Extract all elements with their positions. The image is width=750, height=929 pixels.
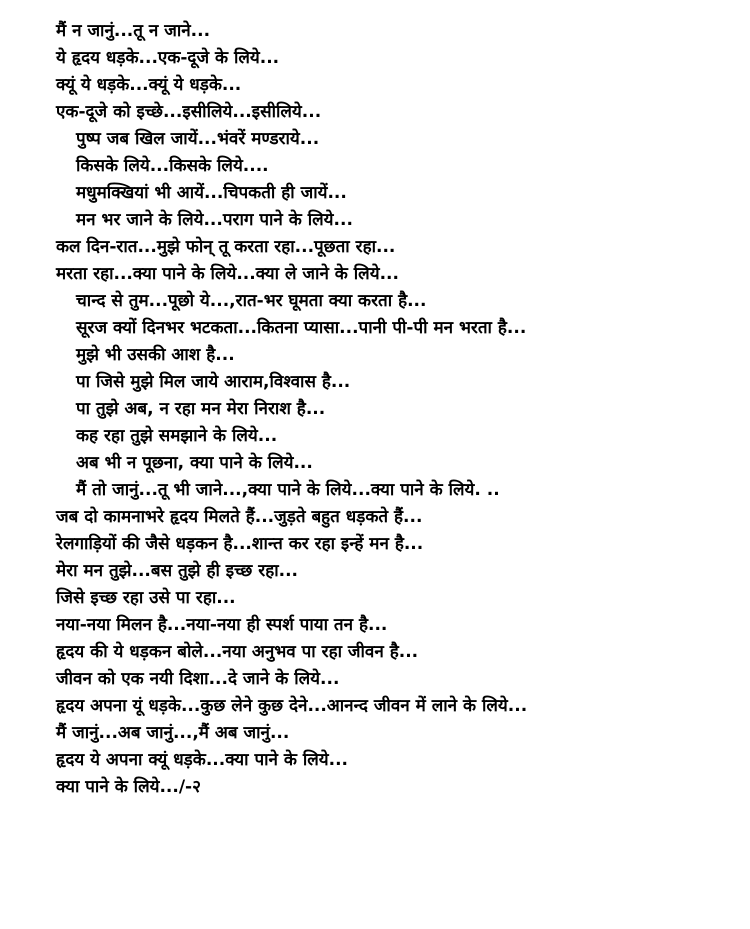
poem-line: हृदय ये अपना क्यूं धड़के...क्या पाने के लिये... xyxy=(56,750,349,770)
poem-line: मेरा मन तुझे...बस तुझे ही इच्छ रहा... xyxy=(56,561,298,581)
poem-line: नया-नया मिलन है...नया-नया ही स्पर्श पाया तन है... xyxy=(56,615,388,635)
poem-line: ये हृदय धड़के...एक-दूजे के लिये... xyxy=(56,48,280,68)
poem-line: हृदय की ये धड़कन बोले...नया अनुभव पा रहा जीवन है... xyxy=(56,642,419,662)
poem-line: जिसे इच्छ रहा उसे पा रहा... xyxy=(56,588,236,608)
poem-line: सूरज क्यों दिनभर भटकता...कितना प्यासा...पानी पी-पी मन भरता है... xyxy=(76,318,527,338)
poem-line: चान्द से तुम...पूछो ये...,रात-भर घूमता क्या करता है... xyxy=(76,291,427,311)
poem-line: किसके लिये...किसके लिये.... xyxy=(76,156,269,176)
poem-line: क्या पाने के लिये.../-२ xyxy=(56,777,201,797)
poem-line: एक-दूजे को इच्छे...इसीलिये...इसीलिये... xyxy=(56,102,322,122)
poem-line: जब दो कामनाभरे हृदय मिलते हैं...जुड़ते बहुत धड़कते हैं... xyxy=(56,507,423,527)
poem-line: मरता रहा...क्या पाने के लिये...क्या ले जाने के लिये... xyxy=(56,264,399,284)
poem-line: पा जिसे मुझे मिल जाये आराम,विश्वास है... xyxy=(76,372,351,392)
poem-line: मैं न जानुं...तू न जाने... xyxy=(56,21,211,41)
poem-line: मैं जानुं...अब जानुं...,मैं अब जानुं... xyxy=(56,723,290,743)
poem-line: क्यूं ये धड़के...क्यूं ये धड़के... xyxy=(56,75,242,95)
poem-text xyxy=(56,18,678,801)
poem-line: मधुमक्खियां भी आयें...चिपकती ही जायें... xyxy=(76,183,347,203)
poem-line: अब भी न पूछना, क्या पाने के लिये... xyxy=(76,453,313,473)
poem-line: हृदय अपना यूं धड़के...कुछ लेने कुछ देने...आनन्द जीवन में लाने के लिये... xyxy=(56,696,528,716)
poem-line: मन भर जाने के लिये...पराग पाने के लिये... xyxy=(76,210,353,230)
poem-line: मैं तो जानुं...तू भी जाने...,क्या पाने के लिये...क्या पाने के लिये. .. xyxy=(76,480,500,500)
poem-line: पा तुझे अब, न रहा मन मेरा निराश है... xyxy=(76,399,326,419)
poem-line: कह रहा तुझे समझाने के लिये... xyxy=(76,426,278,446)
poem-line: मुझे भी उसकी आश है... xyxy=(76,345,235,365)
poem-line: कल दिन-रात...मुझे फोन् तू करता रहा...पूछता रहा... xyxy=(56,237,396,257)
poem-line: पुष्प जब खिल जायें...भंवरें मण्डराये... xyxy=(76,129,320,149)
poem-line: जीवन को एक नयी दिशा...दे जाने के लिये... xyxy=(56,669,340,689)
poem-line: रेलगाड़ियों की जैसे धड़कन है...शान्त कर रहा इन्हें मन है... xyxy=(56,534,424,554)
